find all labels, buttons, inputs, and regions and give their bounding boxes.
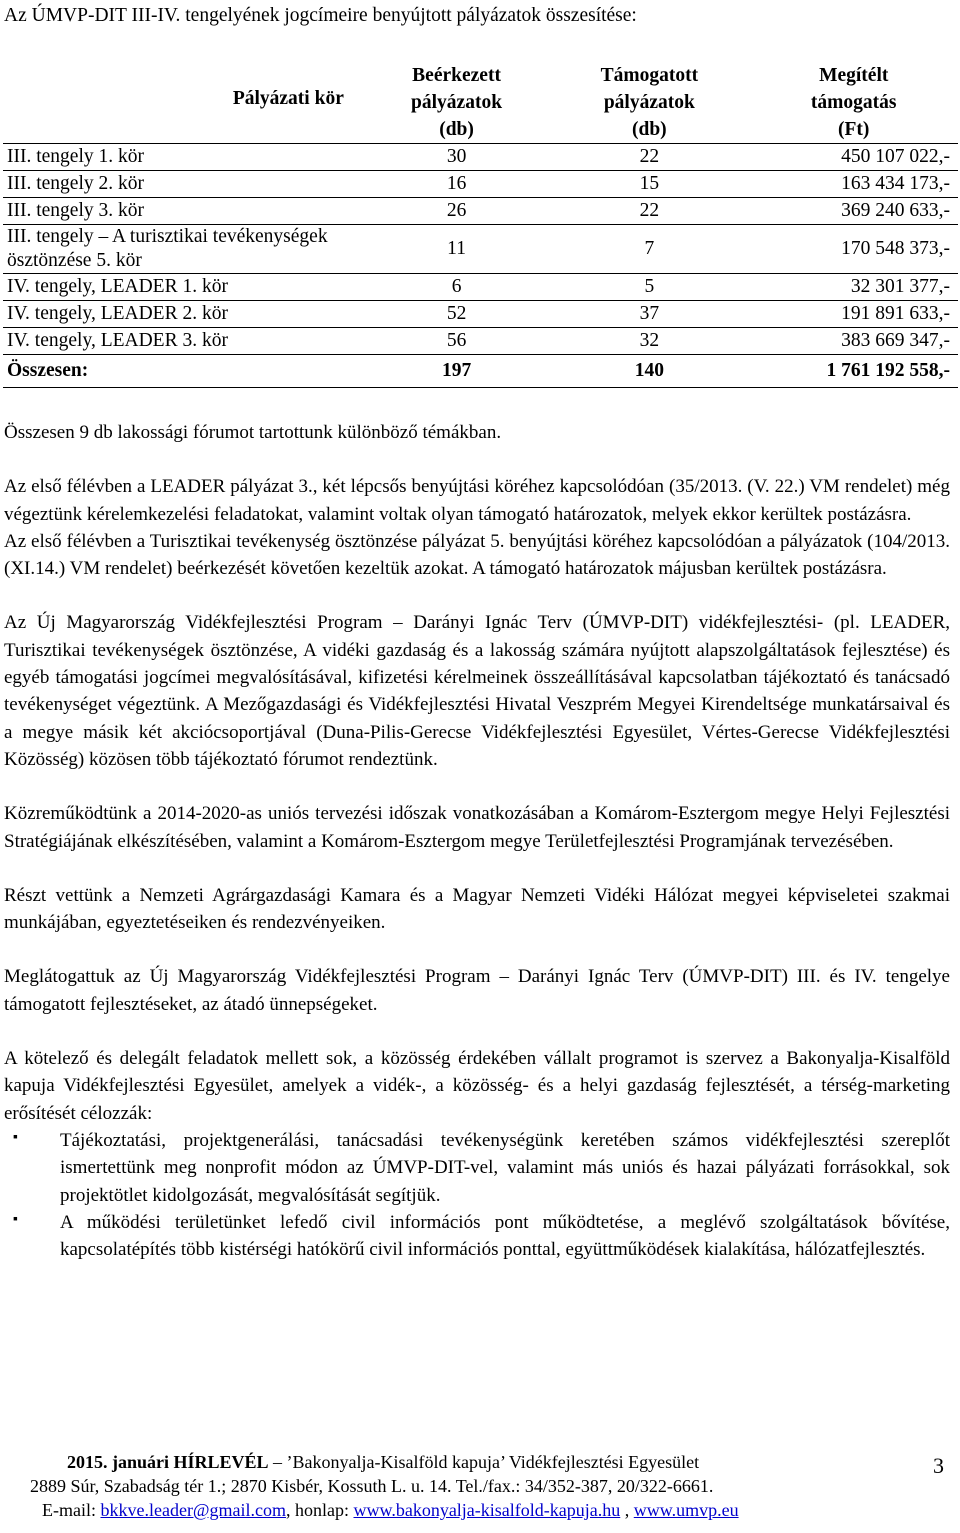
umvp-link[interactable]: www.umvp.eu: [633, 1500, 739, 1520]
header-received: Beérkezett pályázatok (db): [364, 55, 549, 143]
row-supported: 15: [639, 172, 660, 194]
page-number: 3: [933, 1453, 944, 1478]
row-received: 6: [451, 275, 462, 297]
header-amount: Megítélt támogatás (Ft): [749, 55, 958, 143]
row-amount: 191 891 633,-: [841, 302, 950, 324]
row-amount: 369 240 633,-: [841, 199, 950, 221]
row-received: 30: [446, 145, 467, 167]
table-row: [3, 224, 958, 273]
paragraph-umvp-dit: Az Új Magyarország Vidékfejlesztési Program – Darányi Ignác Terv (ÚMVP-DIT) vidékfejlesztési- (pl. LEADER, Turisztikai tevékenységek ösztönzése, A vidéki gazdaság és a lakosság számára nyújtott alapszolgáltatások fejlesztése) és egyéb támogatási jogcímei megvalósításával, kifizetési kérelmeinek összeállításával kapcsolatban tájékoztató és tanácsadó tevékenységet végeztünk. A Mezőgazdasági és Vidékfejlesztési Hivatal Veszprém Megyei Kirendeltsége munkatársaival és a megye másik két akciócsoportjával (Duna-Pilis-Gerecse Vidékfejlesztési Egyesület, Vértes-Gerecse Vidékfejlesztési Közösség) közösen több tájékoztató fórumot rendeztünk.: [4, 612, 950, 770]
paragraph-tourism: Az első félévben a Turisztikai tevékenység ösztönzése pályázat 5. benyújtási köréhez kapcsolódóan a pályázatok (104/2013. (XI.14.) VM rendelet) beérkezését követően kezeltük azokat. A támogató határozatok májusban kerültek postázásra.: [4, 530, 950, 580]
paragraph-chamber: Részt vettünk a Nemzeti Agrárgazdasági Kamara és a Magyar Nemzeti Vidéki Hálózat megyei képviseletei szakmai munkájában, egyeztetéseiken és rendezvényeiken.: [4, 884, 950, 934]
paragraph-programs: A kötelező és delegált feladatok mellett sok, a közösség érdekében vállalt programot is szervez a Bakonyalja-Kisalföld kapuja Vidékfejlesztési Egyesület, amelyek a vidék-, a közösség- és a helyi gazdaság fejlesztését, a térség-marketing erősítését célozzák:: [4, 1048, 950, 1124]
list-item-text: Tájékoztatási, projektgenerálási, tanácsadási tevékenységünk keretében számos vidékfejlesztési szereplőt ismertettünk meg nonprofit módon az ÚMVP-DIT-vel, valamint más uniós és hazai pályázati forrásokkal, sok projektötlet kidolgozását, megvalósítását segítjük.: [60, 1129, 950, 1206]
row-received: 26: [446, 199, 467, 221]
row-supported: 22: [639, 145, 660, 167]
link-separator: ,: [620, 1500, 634, 1520]
row-supported: 37: [639, 302, 660, 324]
row-amount: 32 301 377,-: [850, 275, 950, 297]
header-round: Pályázati kör: [3, 55, 364, 143]
row-supported: 7: [644, 237, 655, 259]
table-row: [3, 327, 958, 354]
total-label: Összesen:: [3, 354, 364, 387]
row-label: IV. tengely, LEADER 3. kör: [7, 329, 228, 351]
web-label: , honlap:: [286, 1500, 354, 1520]
bullet-square-icon: ▪: [13, 1129, 18, 1145]
paragraph-leader: Az első félévben a LEADER pályázat 3., két lépcsős benyújtási köréhez kapcsolódóan (35/2013. (V. 22.) VM rendelet) még végeztünk kérelemkezelési feladatokat, valamint voltak olyan támogató határozatok, melyek ekkor kerültek postázásra.: [4, 476, 950, 525]
row-received: 52: [446, 302, 467, 324]
row-label: IV. tengely, LEADER 2. kör: [7, 302, 228, 324]
body-text: [4, 419, 950, 1263]
total-supported: 140: [549, 354, 749, 387]
table-row: [3, 197, 958, 224]
footer-newsletter-line: [67, 1450, 699, 1474]
footer-contact-line: [42, 1498, 739, 1522]
row-supported: 22: [639, 199, 660, 221]
email-link[interactable]: bkkve.leader@gmail.com: [100, 1500, 286, 1520]
website-link[interactable]: www.bakonyalja-kisalfold-kapuja.hu: [353, 1500, 621, 1520]
row-label: III. tengely 2. kör: [7, 172, 144, 194]
table-row: [3, 300, 958, 327]
row-label: III. tengely 3. kör: [7, 199, 144, 221]
row-received: 11: [447, 237, 466, 259]
list-item: [4, 1127, 950, 1209]
paragraph-planning: Közreműködtünk a 2014-2020-as uniós tervezési időszak vonatkozásában a Komárom-Esztergom megye Helyi Fejlesztési Stratégiájának elkészítésében, valamint a Komárom-Esztergom megye Területfejlesztési Programjának tervezésében.: [4, 803, 950, 852]
footer-address: 2889 Súr, Szabadság tér 1.; 2870 Kisbér, Kossuth L. u. 14. Tel./fax.: 34/352-387, 20/322-6661.: [30, 1476, 714, 1496]
row-supported: 5: [644, 275, 655, 297]
row-received: 56: [446, 329, 467, 351]
row-received: 16: [446, 172, 467, 194]
program-list: [4, 1127, 950, 1263]
table-row: [3, 273, 958, 300]
paragraph-forums: Összesen 9 db lakossági fórumot tartottunk különböző témákban.: [4, 422, 502, 443]
row-label: IV. tengely, LEADER 1. kör: [7, 275, 228, 297]
email-label: E-mail:: [42, 1500, 101, 1520]
list-item-text: A működési területünket lefedő civil információs pont működtetése, a meglévő szolgáltatások bővítése, kapcsolatépítés több kistérségi hatókörű civil információs ponttal, együttműködések kialakítása, hálózatfejlesztés.: [60, 1211, 950, 1261]
total-received: 197: [364, 354, 549, 387]
newsletter-title: 2015. januári HÍRLEVÉL: [67, 1452, 269, 1472]
total-amount: 1 761 192 558,-: [749, 354, 958, 387]
row-amount: 170 548 373,-: [841, 237, 950, 259]
paragraph-visits: Meglátogattuk az Új Magyarország Vidékfejlesztési Program – Darányi Ignác Terv (ÚMVP-DIT) III. és IV. tengelye támogatott fejlesztéseket, az átadó ünnepségeket.: [4, 966, 950, 1015]
row-amount: 163 434 173,-: [841, 172, 950, 194]
table-intro: Az ÚMVP-DIT III-IV. tengelyének jogcímeire benyújtott pályázatok összesítése:: [4, 5, 637, 26]
header-supported: Támogatott pályázatok (db): [549, 55, 749, 143]
organization-name: – ’Bakonyalja-Kisalföld kapuja’ Vidékfejlesztési Egyesület: [268, 1452, 700, 1472]
table-row: [3, 143, 958, 170]
table-header-row: [3, 55, 958, 143]
row-amount: 450 107 022,-: [841, 145, 950, 167]
list-item: [4, 1209, 950, 1264]
table-total-row: [3, 354, 958, 387]
summary-table: [3, 55, 958, 388]
row-supported: 32: [639, 329, 660, 351]
table-row: [3, 170, 958, 197]
bullet-square-icon: ▪: [13, 1211, 18, 1227]
row-label: III. tengely 1. kör: [7, 145, 144, 167]
row-amount: 383 669 347,-: [841, 329, 950, 351]
row-label: III. tengely – A turisztikai tevékenységek ösztönzése 5. kör: [7, 225, 328, 271]
